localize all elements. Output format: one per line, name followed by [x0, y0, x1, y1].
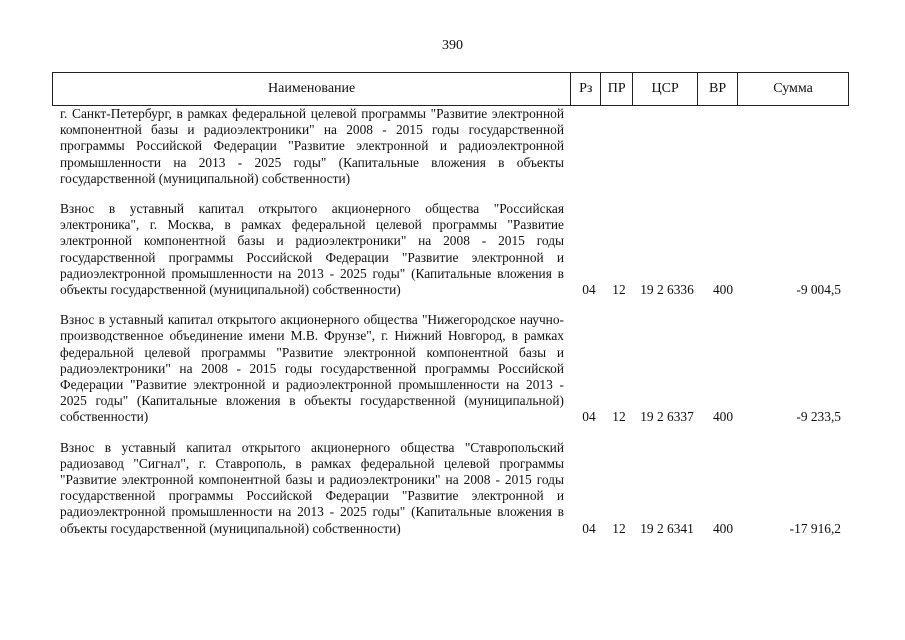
row-pr: 12	[612, 409, 626, 425]
page-number: 390	[442, 38, 463, 53]
row-name: Взнос в уставный капитал открытого акционерного общества "Российская электроника", г. Москва, в рамках федеральной целевой программы "Развитие электронной компонентной базы и радиоэлектроники" на 2008 - 2015 годы государственной программы Российской Федерации "Развитие электронной и радиоэлектронной промышленности на 2013 - 2025 годы" (Капитальные вложения в объекты государственной (муниципальной) собственности)	[60, 201, 564, 298]
header-sum: Сумма	[738, 73, 849, 106]
row-vr: 400	[712, 520, 734, 536]
row-sum: -9 233,5	[796, 409, 841, 425]
header-name: Наименование	[53, 73, 571, 106]
row-sum: -9 004,5	[796, 282, 841, 298]
header-csr: ЦСР	[633, 73, 698, 106]
header-pr: ПР	[601, 73, 633, 106]
table-row	[52, 440, 849, 537]
table-header	[52, 72, 849, 106]
row-csr: 19 2 6341	[640, 520, 694, 536]
row-name: Взнос в уставный капитал открытого акционерного общества "Нижегородское научно-производственное объединение имени М.В. Фрунзе", г. Нижний Новгород, в рамках федеральной целевой программы "Развитие электронной компонентной базы и радиоэлектроники" на 2008 - 2015 годы государственной программы Российской Федерации "Развитие электронной и радиоэлектронной промышленности на 2013 - 2025 годы" (Капитальные вложения в объекты государственной (муниципальной) собственности)	[60, 312, 564, 425]
table-row	[52, 106, 849, 187]
header-rz: Рз	[571, 73, 601, 106]
row-pr: 12	[612, 520, 626, 536]
table-body	[52, 106, 849, 551]
row-sum: -17 916,2	[789, 520, 841, 536]
row-pr: 12	[612, 282, 626, 298]
row-name: Взнос в уставный капитал открытого акционерного общества "Ставропольский радиозавод "Сигнал", г. Ставрополь, в рамках федеральной целевой программы "Развитие электронной компонентной базы и радиоэлектроники" на 2008 - 2015 годы государственной программы Российской Федерации "Развитие электронной и радиоэлектронной промышленности на 2013 - 2025 годы" (Капитальные вложения в объекты государственной (муниципальной) собственности)	[60, 439, 564, 536]
row-csr: 19 2 6336	[640, 282, 694, 298]
row-csr: 19 2 6337	[640, 409, 694, 425]
row-rz: 04	[582, 520, 596, 536]
table-row	[52, 201, 849, 298]
row-vr: 400	[712, 409, 734, 425]
row-rz: 04	[582, 409, 596, 425]
table-row	[52, 312, 849, 425]
row-rz: 04	[582, 282, 596, 298]
row-name: г. Санкт-Петербург, в рамках федеральной целевой программы "Развитие электронной компонентной базы и радиоэлектроники" на 2008 - 2015 годы государственной программы Российской Федерации "Развитие электронной и радиоэлектронной промышленности на 2013 - 2025 годы" (Капитальные вложения в объекты государственной (муниципальной) собственности)	[60, 106, 564, 186]
row-vr: 400	[712, 282, 734, 298]
header-vr: ВР	[698, 73, 738, 106]
